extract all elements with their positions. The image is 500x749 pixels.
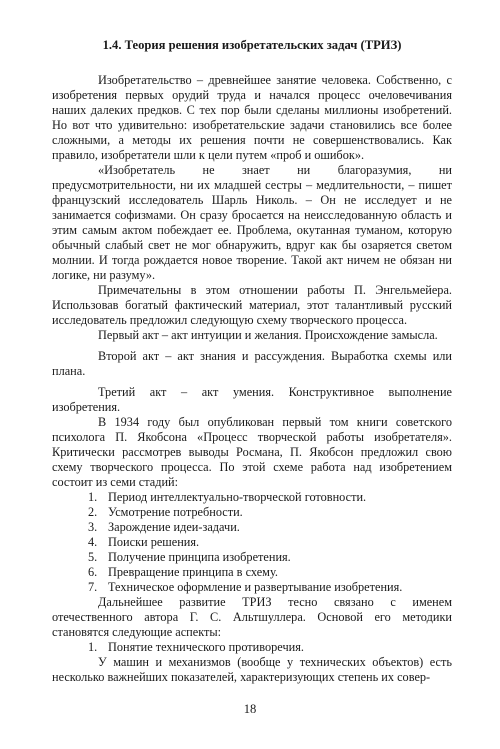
list-item: 5. Получение принципа изобретения.: [88, 550, 291, 564]
paragraph-second-act: Второй акт – акт знания и рассуждения. Выработка схемы или плана.: [52, 349, 452, 378]
paragraph-closing: У машин и механизмов (вообще у технических объектов) есть несколько важнейших показателей, характеризующих степень их совер-: [52, 655, 452, 684]
paragraph-altshuller: Дальнейшее развитие ТРИЗ тесно связано с именем отечественного автора Г. С. Альтшуллера. Основой его методики становятся следующие аспекты:: [52, 595, 452, 639]
paragraph-engelmeyer: Примечательны в этом отношении работы П. Энгельмейера. Использовав богатый фактический материал, этот талантливый русский исследователь предложил следующую схему творческого процесса.: [52, 283, 452, 327]
document-page: [52, 38, 452, 685]
paragraph-third-act: Третий акт – акт умения. Конструктивное выполнение изобретения.: [52, 385, 452, 414]
list-item: 4. Поиски решения.: [88, 535, 200, 549]
paragraph-quote: «Изобретатель не знает ни благоразумия, ни предусмотрительности, ни их младшей сестры – медлительности, – пишет французский исследователь Шарль Николь. – Он не исследует и не занимается софизмами. Он сразу бросается на неисследованную область и этим самым актом побеждает ее. Проблема, окутанная туманом, которую обычный слабый свет не мог обнаружить, вдруг как бы озаряется светом молнии. И тогда рождается новое творение. Такой акт ничем не обязан ни логике, ни разуму».: [52, 163, 452, 282]
list-item: 2. Усмотрение потребности.: [88, 505, 243, 519]
paragraph-intro: Изобретательство – древнейшее занятие человека. Собственно, с изобретения первых орудий труда и начался процесс очеловечивания наших далеких предков. С тех пор были сделаны миллионы изобретений. Но вот что удивительно: изобретательские задачи становились все более сложными, а методы их решения почти не совершенствовались. Как правило, изобретатели шли к цели путем «проб и ошибок».: [52, 73, 452, 162]
stages-list: [52, 490, 452, 595]
list-item: 1. Период интеллектуально-творческой готовности.: [88, 490, 367, 504]
list-item: 7. Техническое оформление и развертывание изобретения.: [88, 580, 403, 594]
paragraph-first-act: Первый акт – акт интуиции и желания. Происхождение замысла.: [98, 328, 438, 342]
list-item: 3. Зарождение идеи-задачи.: [88, 520, 240, 534]
paragraph-jakobson: В 1934 году был опубликован первый том книги советского психолога П. Якобсона «Процесс творческой работы изобретателя». Критически рассмотрев выводы Росмана, П. Якобсон предложил свою схему творческого процесса. По этой схеме работа над изобретением состоит из семи стадий:: [52, 415, 452, 489]
list-item: 1. Понятие технического противоречия.: [88, 640, 304, 654]
section-heading: 1.4. Теория решения изобретательских задач (ТРИЗ): [102, 38, 402, 52]
page-number: 18: [243, 702, 257, 716]
list-item: 6. Превращение принципа в схему.: [88, 565, 278, 579]
aspects-list: [52, 640, 452, 655]
